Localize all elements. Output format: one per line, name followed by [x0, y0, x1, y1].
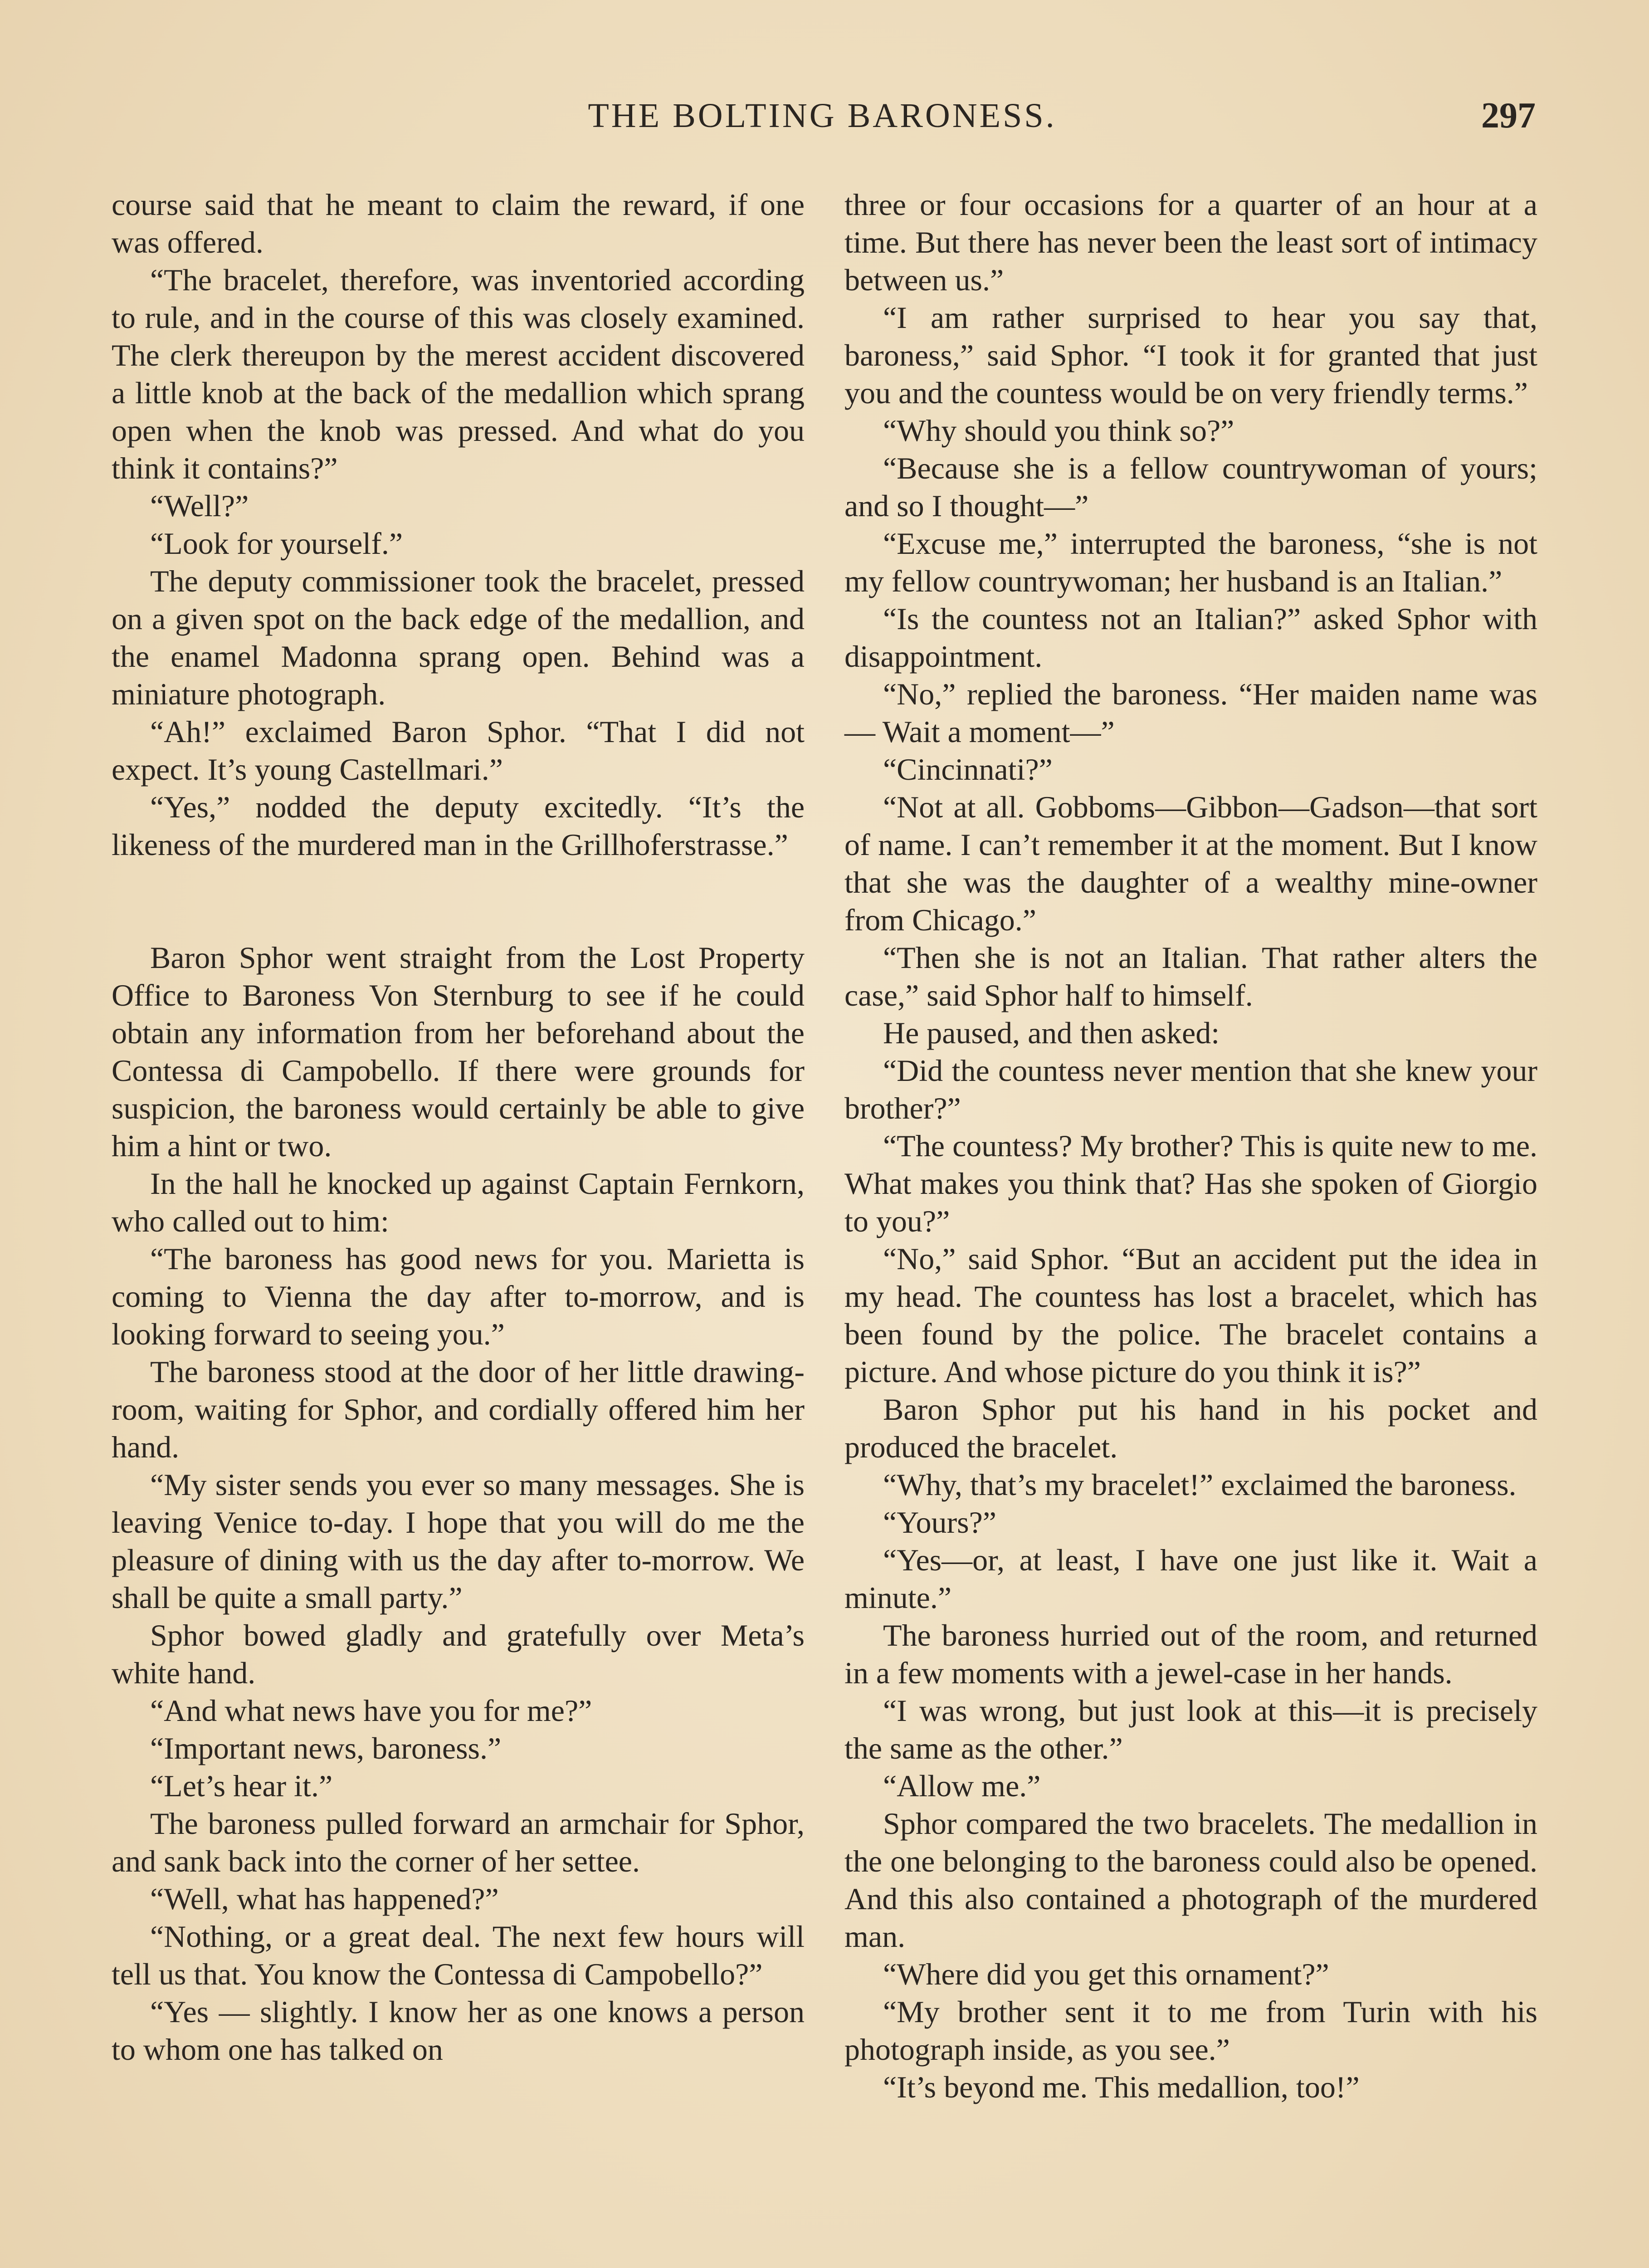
paragraph: Sphor compared the two bracelets. The medallion in the one belonging to the baroness could also be opened. And this also contained a photograph of the murdered man.	[844, 1806, 1537, 1954]
paragraph: “Cincinnati?”	[883, 752, 1053, 787]
paragraph: “Why, that’s my bracelet!” exclaimed the baroness.	[883, 1467, 1517, 1502]
paragraph: Baron Sphor put his hand in his pocket and produced the bracelet.	[844, 1392, 1537, 1464]
paragraph: The baroness hurried out of the room, and returned in a few moments with a jewel-case in her hands.	[844, 1618, 1537, 1690]
paragraph: “Why should you think so?”	[883, 413, 1234, 448]
paragraph: Baron Sphor went straight from the Lost Property Office to Baroness Von Sternburg to see if he could obtain any information from her beforehand about the Contessa di Campobello. If there were grounds for suspicion, the baroness would certainly be able to give him a hint or two.	[112, 940, 805, 1163]
page-number: 297	[1481, 96, 1536, 136]
paragraph: three or four occasions for a quarter of an hour at a time. But there has never been the least sort of intimacy between us.”	[844, 187, 1537, 297]
paragraph: course said that he meant to claim the reward, if one was offered.	[112, 187, 805, 259]
paragraph: The deputy commissioner took the bracelet, pressed on a given spot on the back edge of the medallion, and the enamel Madonna sprang open. Behind was a miniature photograph.	[112, 564, 805, 711]
paragraph: “My sister sends you ever so many messages. She is leaving Venice to-day. I hope that you will do me the pleasure of dining with us the day after to-morrow. We shall be quite a small party.”	[112, 1467, 805, 1615]
paragraph: “Yes — slightly. I know her as one knows a person to whom one has talked on	[112, 1994, 805, 2067]
paragraph: “No,” replied the baroness. “Her maiden name was— Wait a moment—”	[844, 677, 1537, 749]
paragraph: “No,” said Sphor. “But an accident put the idea in my head. The countess has lost a bracelet, which has been found by the police. The bracelet contains a picture. And whose picture do you think it is?”	[844, 1242, 1537, 1389]
right-column	[844, 186, 1537, 2106]
paragraph: “Excuse me,” interrupted the baroness, “she is not my fellow countrywoman; her husband is an Italian.”	[844, 526, 1537, 598]
paragraph: “Is the countess not an Italian?” asked Sphor with disappointment.	[844, 601, 1537, 674]
paragraph: “Important news, baroness.”	[150, 1731, 502, 1765]
paragraph: “The bracelet, therefore, was inventoried according to rule, and in the course of this was closely examined. The clerk thereupon by the merest accident discovered a little knob at the back of the medallion which sprang open when the knob was pressed. And what do you think it contains?”	[112, 263, 805, 485]
paragraph: “My brother sent it to me from Turin with his photograph inside, as you see.”	[844, 1994, 1537, 2067]
paragraph: “I am rather surprised to hear you say that, baroness,” said Sphor. “I took it for granted that just you and the countess would be on very friendly terms.”	[844, 300, 1537, 410]
page-header-title: THE BOLTING BARONESS.	[588, 97, 1057, 135]
paragraph: Sphor bowed gladly and gratefully over Meta’s white hand.	[112, 1618, 805, 1690]
paragraph: “Ah!” exclaimed Baron Sphor. “That I did not expect. It’s young Castellmari.”	[112, 714, 805, 787]
paragraph: “Yes—or, at least, I have one just like it. Wait a minute.”	[844, 1543, 1537, 1615]
paragraph: “And what news have you for me?”	[150, 1693, 592, 1728]
running-head	[109, 91, 1536, 141]
paragraph: “Well?”	[150, 489, 249, 523]
paragraph: The baroness stood at the door of her little drawing-room, waiting for Sphor, and cordially offered him her hand.	[112, 1354, 805, 1464]
paragraph: The baroness pulled forward an armchair for Sphor, and sank back into the corner of her settee.	[112, 1806, 805, 1878]
paragraph: “Allow me.”	[883, 1769, 1041, 1803]
paragraph: “Not at all. Gobboms—Gibbon—Gadson—that sort of name. I can’t remember it at the moment. But I know that she was the daughter of a wealthy mine-owner from Chicago.”	[844, 790, 1537, 937]
paragraph: “Where did you get this ornament?”	[883, 1957, 1329, 1991]
paragraph: “I was wrong, but just look at this—it is precisely the same as the other.”	[844, 1693, 1537, 1765]
paragraph: “The baroness has good news for you. Marietta is coming to Vienna the day after to-morrow, and is looking forward to seeing you.”	[112, 1242, 805, 1351]
paragraph: “The countess? My brother? This is quite new to me. What makes you think that? Has she spoken of Giorgio to you?”	[844, 1129, 1537, 1238]
paragraph: In the hall he knocked up against Captain Fernkorn, who called out to him:	[112, 1166, 805, 1238]
paragraph: “Yours?”	[883, 1505, 996, 1540]
paragraph: “Let’s hear it.”	[150, 1769, 333, 1803]
left-column	[112, 186, 805, 2068]
paragraph: “Look for yourself.”	[150, 526, 403, 561]
paragraph: “Did the countess never mention that she knew your brother?”	[844, 1053, 1537, 1125]
paragraph: “It’s beyond me. This medallion, too!”	[883, 2070, 1360, 2104]
paragraph: “Because she is a fellow countrywoman of yours; and so I thought—”	[844, 451, 1537, 523]
paragraph: He paused, and then asked:	[883, 1016, 1220, 1050]
paragraph: “Yes,” nodded the deputy excitedly. “It’s the likeness of the murdered man in the Grillhoferstrasse.”	[112, 790, 805, 862]
paragraph: “Nothing, or a great deal. The next few hours will tell us that. You know the Contessa di Campobello?”	[112, 1919, 805, 1991]
paragraph: “Well, what has happened?”	[150, 1882, 499, 1916]
paragraph: “Then she is not an Italian. That rather alters the case,” said Sphor half to himself.	[844, 940, 1537, 1012]
section-break	[112, 864, 805, 939]
